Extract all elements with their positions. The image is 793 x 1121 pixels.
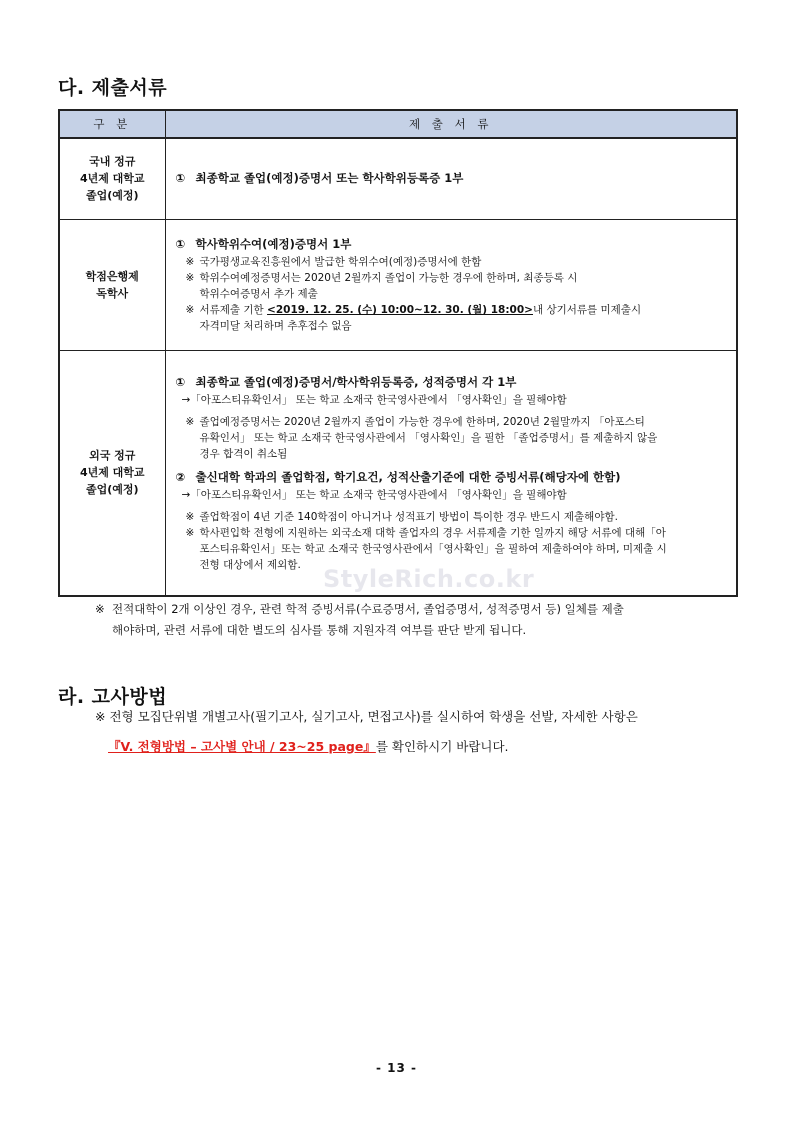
table-row bbox=[59, 350, 737, 596]
footnote bbox=[95, 599, 745, 641]
note-text-cont: 전형 대상에서 제외함. bbox=[199, 558, 301, 571]
note-text: 학사편입학 전형에 지원하는 외국소재 대학 졸업자의 경우 서류제출 기한 일까지 해당 서류에 대해「아 bbox=[199, 526, 666, 539]
section-title-exam-method: 라. 고사방법 bbox=[58, 686, 168, 708]
note-mark: ※ bbox=[185, 510, 195, 523]
header-category: 구 분 bbox=[59, 110, 165, 138]
note-text: 국가평생교육진흥원에서 발급한 학위수여(예정)증명서에 한함 bbox=[199, 256, 482, 268]
exam-method-text-cont bbox=[108, 738, 768, 756]
note-mark: ※ bbox=[95, 602, 105, 616]
item-title: 출신대학 학과의 졸업학점, 학기요건, 성적산출기준에 대한 증빙서류(해당자에 한함) bbox=[195, 469, 621, 484]
reference-link: 『V. 전형방법 – 고사별 안내 / 23~25 page』 bbox=[108, 739, 376, 754]
exam-method-line: 전형 모집단위별 개별고사(필기고사, 실기고사, 면접고사)를 실시하여 학생을 선발, 자세한 사항은 bbox=[109, 709, 638, 724]
item-number: ① bbox=[175, 237, 186, 251]
note-line bbox=[176, 414, 729, 462]
note-text: 학위수여예정증명서는 2020년 2월까지 졸업이 가능한 경우에 한하며, 최종등록 시 bbox=[199, 272, 578, 284]
documents-cell bbox=[165, 138, 737, 219]
note-line bbox=[176, 509, 729, 525]
note-mark: ※ bbox=[95, 709, 106, 724]
note-line bbox=[176, 302, 729, 334]
category-line: 4년제 대학교 bbox=[79, 172, 145, 186]
note-text: 내 상기서류를 미제출시 bbox=[532, 304, 642, 316]
note-mark: ※ bbox=[185, 526, 195, 539]
category-line: 졸업(예정) bbox=[85, 483, 139, 497]
item-number: ① bbox=[175, 374, 186, 389]
document-item bbox=[176, 468, 729, 487]
category-cell bbox=[59, 219, 165, 350]
arrow-note: →「아포스티유확인서」 또는 학교 소재국 한국영사관에서 「영사확인」을 필해야함 bbox=[181, 488, 567, 501]
category-line: 졸업(예정) bbox=[85, 189, 139, 203]
note-text: 서류제출 기한 bbox=[199, 304, 268, 316]
documents-cell bbox=[165, 219, 737, 350]
category-line: 학점은행제 bbox=[85, 269, 139, 283]
footnote-line: 해야하며, 관련 서류에 대한 별도의 심사를 통해 지원자격 여부를 판단 받게 됩니다. bbox=[112, 623, 527, 637]
category-cell bbox=[59, 138, 165, 219]
document-item bbox=[176, 373, 729, 392]
table-row bbox=[59, 138, 737, 219]
category-line: 4년제 대학교 bbox=[79, 466, 145, 480]
note-mark: ※ bbox=[185, 272, 195, 284]
header-documents: 제 출 서 류 bbox=[165, 110, 737, 138]
exam-method-text bbox=[95, 708, 755, 726]
note-line bbox=[176, 270, 729, 302]
note-text-cont: 유확인서」 또는 학교 소재국 한국영사관에서 「영사확인」을 필한 「졸업증명서」를 제출하지 않을 bbox=[199, 431, 658, 444]
table-row bbox=[59, 219, 737, 350]
arrow-note: →「아포스티유확인서」 또는 학교 소재국 한국영사관에서 「영사확인」을 필해야함 bbox=[181, 393, 567, 406]
note-line bbox=[176, 254, 729, 270]
item-number: ② bbox=[175, 469, 186, 484]
page-number: - 13 - bbox=[375, 1061, 417, 1075]
note-line bbox=[176, 525, 729, 573]
document-item bbox=[176, 169, 729, 188]
category-line: 독학사 bbox=[96, 286, 129, 300]
note-text-cont: 포스티유확인서」또는 학교 소재국 한국영사관에서「영사확인」을 필하여 제출하여야 하며, 미제출 시 bbox=[199, 542, 667, 555]
note-text-cont: 경우 합격이 취소됨 bbox=[199, 447, 288, 460]
section-title-documents: 다. 제출서류 bbox=[58, 77, 168, 99]
note-mark: ※ bbox=[185, 415, 195, 428]
item-title: 최종학교 졸업(예정)증명서/학사학위등록증, 성적증명서 각 1부 bbox=[195, 374, 517, 389]
item-title: 학사학위수여(예정)증명서 1부 bbox=[195, 237, 352, 251]
table-header-row bbox=[59, 110, 737, 138]
category-line: 외국 정규 bbox=[89, 449, 136, 463]
note-text-cont: 자격미달 처리하며 추후접수 없음 bbox=[199, 320, 352, 332]
exam-method-line: 를 확인하시기 바랍니다. bbox=[375, 739, 509, 754]
note-mark: ※ bbox=[185, 256, 195, 268]
note-mark: ※ bbox=[185, 304, 195, 316]
deadline-period: <2019. 12. 25. (수) 10:00~12. 30. (월) 18:00> bbox=[267, 304, 533, 316]
item-title: 최종학교 졸업(예정)증명서 또는 학사학위등록증 1부 bbox=[195, 171, 464, 186]
note-text-cont: 학위수여증명서 추가 제출 bbox=[199, 288, 318, 300]
document-item bbox=[176, 235, 729, 254]
documents-cell bbox=[165, 350, 737, 596]
category-cell bbox=[59, 350, 165, 596]
note-text: 졸업학점이 4년 기준 140학점이 아니거나 성적표기 방법이 특이한 경우 반드시 제출해야함. bbox=[199, 510, 618, 523]
documents-table bbox=[58, 109, 738, 597]
note-text: 졸업예정증명서는 2020년 2월까지 졸업이 가능한 경우에 한하며, 2020년 2월말까지 「아포스티 bbox=[199, 415, 645, 428]
watermark: StyleRich.co.kr bbox=[323, 565, 535, 593]
item-number: ① bbox=[175, 171, 186, 186]
category-line: 국내 정규 bbox=[89, 155, 136, 169]
footnote-line: 전적대학이 2개 이상인 경우, 관련 학적 증빙서류(수료증명서, 졸업증명서, 성적증명서 등) 일체를 제출 bbox=[112, 602, 624, 616]
